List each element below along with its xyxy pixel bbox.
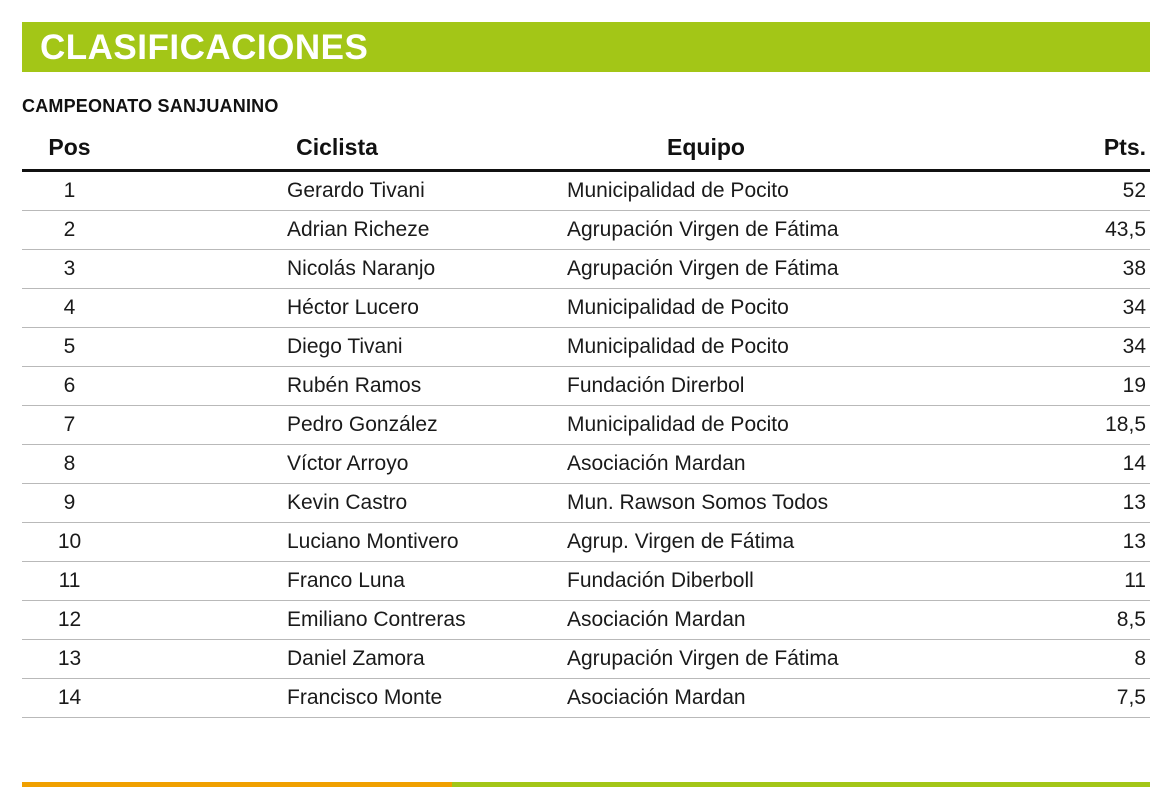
cell-points: 13 xyxy=(1027,484,1150,523)
cell-rider: Héctor Lucero xyxy=(117,289,557,328)
column-header-position: Pos xyxy=(22,130,117,171)
table-row xyxy=(22,562,1150,601)
competition-subtitle: CAMPEONATO SANJUANINO xyxy=(22,96,279,116)
cell-rider: Kevin Castro xyxy=(117,484,557,523)
cell-points: 13 xyxy=(1027,523,1150,562)
cell-position: 11 xyxy=(22,562,117,601)
footer-rule xyxy=(22,782,1150,788)
cell-team: Mun. Rawson Somos Todos xyxy=(557,484,1027,523)
table-row xyxy=(22,250,1150,289)
cell-points: 34 xyxy=(1027,328,1150,367)
cell-team: Asociación Mardan xyxy=(557,601,1027,640)
cell-rider: Rubén Ramos xyxy=(117,367,557,406)
table-body xyxy=(22,171,1150,718)
standings-table-wrapper xyxy=(22,130,1150,718)
cell-points: 34 xyxy=(1027,289,1150,328)
table-row xyxy=(22,289,1150,328)
cell-rider: Pedro González xyxy=(117,406,557,445)
cell-position: 10 xyxy=(22,523,117,562)
table-row xyxy=(22,601,1150,640)
cell-position: 14 xyxy=(22,679,117,718)
cell-points: 18,5 xyxy=(1027,406,1150,445)
cell-rider: Gerardo Tivani xyxy=(117,171,557,211)
table-row xyxy=(22,328,1150,367)
cell-team: Agrupación Virgen de Fátima xyxy=(557,211,1027,250)
cell-points: 43,5 xyxy=(1027,211,1150,250)
cell-points: 52 xyxy=(1027,171,1150,211)
cell-position: 2 xyxy=(22,211,117,250)
cell-position: 12 xyxy=(22,601,117,640)
cell-position: 5 xyxy=(22,328,117,367)
cell-rider: Daniel Zamora xyxy=(117,640,557,679)
column-header-team xyxy=(557,130,1027,171)
cell-team: Municipalidad de Pocito xyxy=(557,171,1027,211)
cell-rider: Franco Luna xyxy=(117,562,557,601)
table-row xyxy=(22,367,1150,406)
cell-team: Asociación Mardan xyxy=(557,679,1027,718)
cell-rider: Diego Tivani xyxy=(117,328,557,367)
page-banner xyxy=(22,22,1150,72)
cell-team: Fundación Direrbol xyxy=(557,367,1027,406)
cell-team: Asociación Mardan xyxy=(557,445,1027,484)
cell-rider: Francisco Monte xyxy=(117,679,557,718)
cell-rider: Adrian Richeze xyxy=(117,211,557,250)
cell-points: 8,5 xyxy=(1027,601,1150,640)
table-row xyxy=(22,211,1150,250)
table-row xyxy=(22,445,1150,484)
table-row xyxy=(22,406,1150,445)
cell-team: Agrup. Virgen de Fátima xyxy=(557,523,1027,562)
cell-points: 19 xyxy=(1027,367,1150,406)
standings-table xyxy=(22,130,1150,718)
cell-points: 11 xyxy=(1027,562,1150,601)
cell-rider: Emiliano Contreras xyxy=(117,601,557,640)
cell-position: 4 xyxy=(22,289,117,328)
column-header-team-label: Equipo xyxy=(667,134,745,160)
column-header-rider: Ciclista xyxy=(117,130,557,171)
cell-position: 8 xyxy=(22,445,117,484)
cell-rider: Luciano Montivero xyxy=(117,523,557,562)
cell-points: 14 xyxy=(1027,445,1150,484)
cell-team: Municipalidad de Pocito xyxy=(557,289,1027,328)
cell-rider: Víctor Arroyo xyxy=(117,445,557,484)
cell-position: 3 xyxy=(22,250,117,289)
cell-team: Municipalidad de Pocito xyxy=(557,406,1027,445)
cell-team: Agrupación Virgen de Fátima xyxy=(557,250,1027,289)
footer-rule-orange xyxy=(22,782,452,787)
cell-rider: Nicolás Naranjo xyxy=(117,250,557,289)
table-row xyxy=(22,523,1150,562)
cell-position: 13 xyxy=(22,640,117,679)
table-row xyxy=(22,679,1150,718)
cell-team: Fundación Diberboll xyxy=(557,562,1027,601)
cell-points: 7,5 xyxy=(1027,679,1150,718)
cell-position: 9 xyxy=(22,484,117,523)
table-row xyxy=(22,171,1150,211)
table-head xyxy=(22,130,1150,171)
table-header-row xyxy=(22,130,1150,171)
cell-points: 38 xyxy=(1027,250,1150,289)
cell-team: Municipalidad de Pocito xyxy=(557,328,1027,367)
cell-position: 7 xyxy=(22,406,117,445)
table-row xyxy=(22,484,1150,523)
footer-rule-green xyxy=(452,782,1150,787)
column-header-points: Pts. xyxy=(1027,130,1150,171)
cell-points: 8 xyxy=(1027,640,1150,679)
page-title: CLASIFICACIONES xyxy=(40,27,369,67)
cell-position: 6 xyxy=(22,367,117,406)
table-row xyxy=(22,640,1150,679)
cell-team: Agrupación Virgen de Fátima xyxy=(557,640,1027,679)
cell-position: 1 xyxy=(22,171,117,211)
